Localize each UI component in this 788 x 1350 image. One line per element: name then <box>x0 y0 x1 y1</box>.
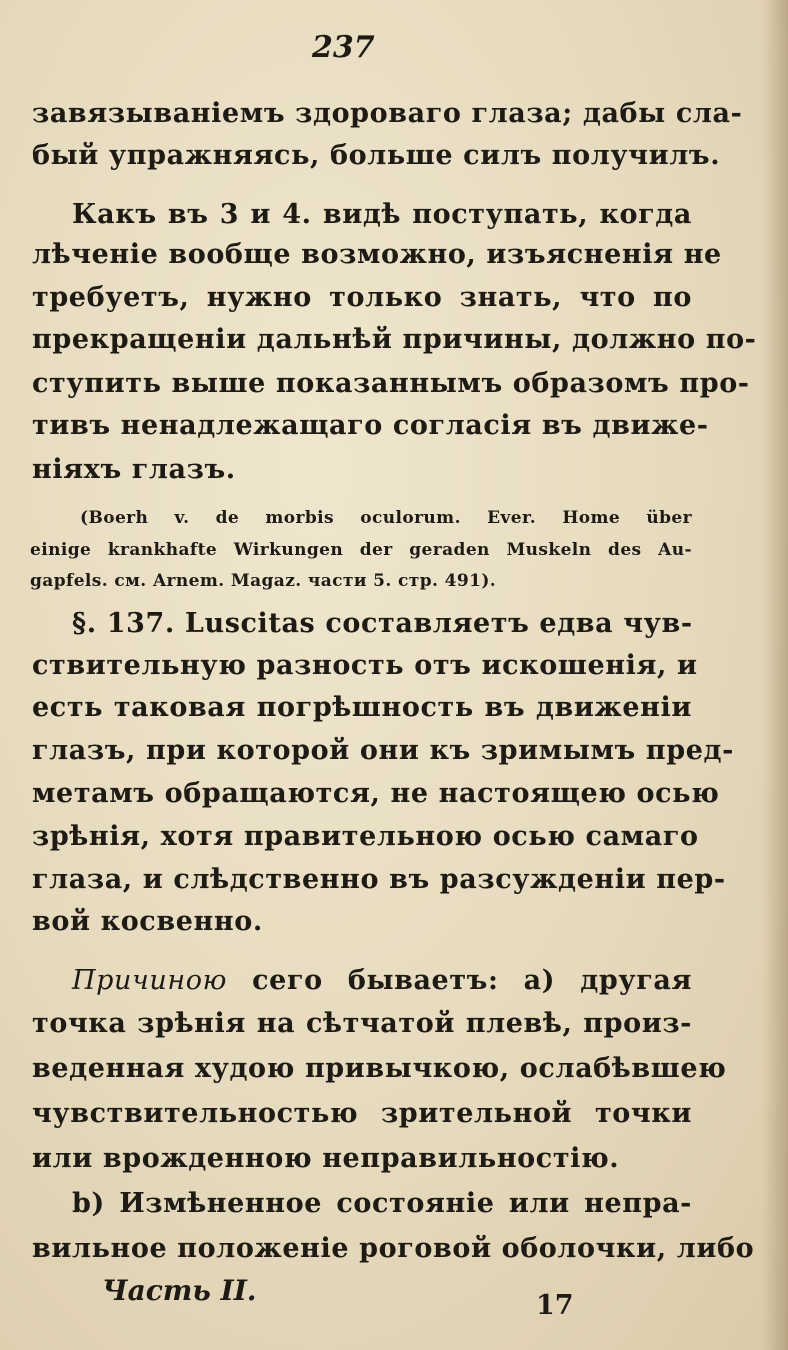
volume-part-label: Часть II. <box>102 1274 257 1307</box>
text-line: точка зрѣнія на сѣтчатой плевѣ, произ- <box>32 1008 692 1039</box>
text-line: ствительную разность отъ искошенія, и <box>32 650 698 681</box>
text-span: сего бываетъ: a) другая <box>252 965 692 996</box>
signature-mark: 17 <box>536 1290 574 1321</box>
text-line: Какъ въ 3 и 4. видѣ поступать, когда <box>72 199 692 230</box>
text-line: веденная худою привычкою, ослабѣвшею <box>32 1053 727 1084</box>
text-line: §. 137. Luscitas составляетъ едва чув- <box>72 608 693 639</box>
text-line: глазъ, при которой они къ зримымъ пред- <box>32 735 734 766</box>
text-line: завязываніемъ здороваго глаза; дабы сла- <box>32 98 743 129</box>
cause-label: Причиною <box>72 965 228 996</box>
reference-note-line: einige krankhafte Wirkungen der geraden Muskeln des Au- <box>30 540 692 560</box>
text-line: лѣченіе вообще возможно, изъясненія не <box>32 239 722 270</box>
text-line: чувствительностью зрительной точки <box>32 1098 692 1129</box>
text-line: тивъ ненадлежащаго согласія въ движе- <box>32 410 709 441</box>
text-line: вильное положеніе роговой оболочки, либо <box>32 1233 755 1264</box>
page-number: 237 <box>312 30 375 65</box>
text-line: требуетъ, нужно только знать, что по <box>32 282 692 313</box>
text-line: прекращеніи дальнѣй причины, должно по- <box>32 324 757 355</box>
text-line: есть таковая погрѣшность въ движеніи <box>32 692 692 723</box>
text-line: зрѣнія, хотя правительною осью самаго <box>32 821 699 852</box>
text-line: ніяхъ глазъ. <box>32 454 236 485</box>
text-line: ступить выше показаннымъ образомъ про- <box>32 368 750 399</box>
text-line: вой косвенно. <box>32 906 263 937</box>
text-line: глаза, и слѣдственно въ разсужденіи пер- <box>32 864 726 895</box>
text-line: бый упражняясь, больше силъ получилъ. <box>32 140 721 171</box>
text-line: метамъ обращаются, не настоящею осью <box>32 778 720 809</box>
reference-note-line: gapfels. см. Arnem. Magaz. части 5. стр. 491). <box>30 571 497 591</box>
text-line <box>72 967 692 994</box>
reference-note-line: (Boerh v. de morbis oculorum. Ever. Home über <box>80 508 692 528</box>
text-line: b) Измѣненное состояніе или непра- <box>72 1188 692 1219</box>
text-line: или врожденною неправильностію. <box>32 1143 620 1174</box>
